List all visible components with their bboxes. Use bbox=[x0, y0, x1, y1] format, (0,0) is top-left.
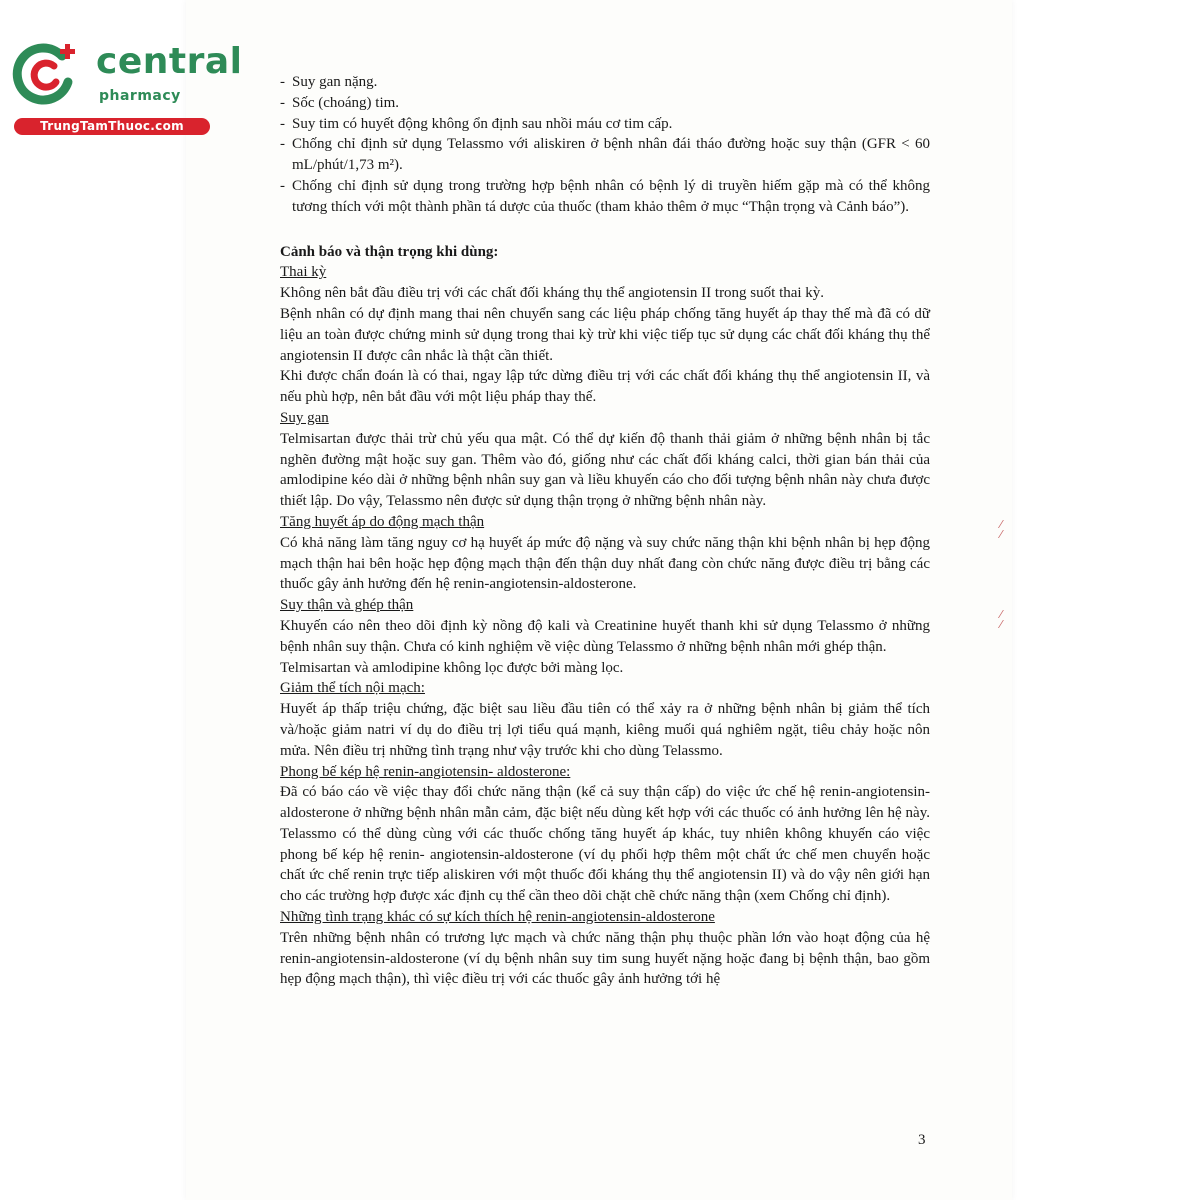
page-number: 3 bbox=[918, 1132, 926, 1148]
brand-name: central bbox=[96, 41, 243, 82]
paragraph: Bệnh nhân có dự định mang thai nên chuyển sang các liệu pháp chống tăng huyết áp thay thế mà đã có dữ liệu an toàn được chứng minh sử dụng trong thai kỳ trừ khi việc tiếp tục sử dụng các chất đối kháng thụ thể angiotensin II được cân nhắc là thật cần thiết. bbox=[280, 305, 930, 364]
section-title-dual-blockade: Phong bế kép hệ renin-angiotensin- aldosterone: bbox=[280, 763, 571, 780]
section-title-renovascular-hypertension: Tăng huyết áp do động mạch thận bbox=[280, 513, 485, 530]
paragraph: Telmisartan và amlodipine không lọc được bởi màng lọc. bbox=[280, 659, 624, 676]
paragraph: Có khả năng làm tăng nguy cơ hạ huyết áp mức độ nặng và suy chức năng thận khi bệnh nhân bị hẹp động mạch thận hai bên hoặc hẹp động mạch thận đến thận duy nhất đang còn chức năng được điều trị bằng các thuốc gây ảnh hưởng đến hệ renin-angiotensin-aldosterone. bbox=[280, 534, 930, 593]
section-title-other-raas-conditions: Những tình trạng khác có sự kích thích hệ renin-angiotensin-aldosterone bbox=[280, 909, 715, 926]
list-item: - Suy gan nặng. bbox=[280, 72, 930, 93]
paragraph: Không nên bắt đầu điều trị với các chất đối kháng thụ thể angiotensin II trong suốt thai kỳ. bbox=[280, 285, 825, 302]
central-pharmacy-logo[interactable] bbox=[10, 36, 243, 136]
paragraph: Khuyến cáo nên theo dõi định kỳ nồng độ kali và Creatinine huyết thanh khi sử dụng Telassmo ở những bệnh nhân suy thận. Chưa có kinh nghiệm về việc dùng Telassmo ở những bệnh nhân mới ghép thận. bbox=[280, 617, 930, 655]
brand-url[interactable]: TrungTamThuoc.com bbox=[14, 118, 210, 135]
paragraph: Đã có báo cáo về việc thay đổi chức năng thận (kể cả suy thận cấp) do việc ức chế hệ renin-angiotensin- aldosterone ở những bệnh nhân mẫn cảm, đặc biệt nếu dùng kết hợp với các thuốc có ảnh hưởng lên hệ này. Telassmo có thể dùng cùng với các thuốc chống tăng huyết áp khác, tuy nhiên không khuyến cáo việc phong bế kép hệ renin- angiotensin-aldosterone (ví dụ phối hợp thêm một chất ức chế men chuyển hoặc chất ức chế renin trực tiếp aliskiren với một thuốc đối kháng thụ thể angiotensin II) và do vậy nên giới hạn cho các trường hợp được xác định cụ thể cần theo dõi chặt chẽ chức năng thận (xem Chống chỉ định). bbox=[280, 784, 930, 905]
warnings-heading: Cảnh báo và thận trọng khi dùng: bbox=[280, 243, 499, 260]
list-item: - Chống chỉ định sử dụng Telassmo với aliskiren ở bệnh nhân đái tháo đường hoặc suy thận (GFR < 60 mL/phút/1,73 m²). bbox=[280, 134, 930, 176]
brand-subtitle: pharmacy bbox=[99, 88, 181, 104]
section-title-pregnancy: Thai kỳ bbox=[280, 264, 327, 281]
paragraph: Trên những bệnh nhân có trương lực mạch và chức năng thận phụ thuộc phần lớn vào hoạt động của hệ renin-angiotensin-aldosterone (ví dụ bệnh nhân suy tim sung huyết nặng hoặc đang bị bệnh thận, bao gồm hẹp động mạch thận), thì việc điều trị với các thuốc gây ảnh hưởng tới hệ bbox=[280, 929, 930, 988]
list-item: - Chống chỉ định sử dụng trong trường hợp bệnh nhân có bệnh lý di truyền hiếm gặp mà có thể không tương thích với một thành phần tá dược của thuốc (tham khảo thêm ở mục “Thận trọng và Cảnh báo”). bbox=[280, 176, 930, 218]
paragraph: Telmisartan được thải trừ chủ yếu qua mật. Có thể dự kiến độ thanh thải giảm ở những bệnh nhân bị tắc nghẽn đường mật hoặc suy gan. Thêm vào đó, giống như các chất đối kháng calci, thời gian bán thải của amlodipine kéo dài ở những bệnh nhân suy gan và liều khuyến cáo cho đối tượng bệnh nhân này chưa được thiết lập. Do vậy, Telassmo nên được sử dụng thận trọng ở những bệnh nhân này. bbox=[280, 430, 930, 510]
margin-stamp-mark: ⁄ ⁄ bbox=[1000, 608, 1002, 631]
paragraph: Khi được chẩn đoán là có thai, ngay lập tức dừng điều trị với các chất đối kháng thụ thể angiotensin II, và nếu phù hợp, nên bắt đầu với một liệu pháp thay thế. bbox=[280, 368, 930, 406]
contraindication-list bbox=[280, 72, 930, 218]
section-title-renal-impairment: Suy thận và ghép thận bbox=[280, 597, 414, 614]
margin-stamp-mark: ⁄ ⁄ bbox=[1000, 518, 1002, 541]
list-item: - Suy tim có huyết động không ổn định sau nhồi máu cơ tim cấp. bbox=[280, 114, 930, 135]
section-title-liver-failure: Suy gan bbox=[280, 409, 329, 426]
pharmacy-logo-icon bbox=[10, 38, 80, 108]
section-title-volume-depletion: Giảm thể tích nội mạch: bbox=[280, 680, 425, 697]
document-content bbox=[280, 72, 930, 990]
list-item: - Sốc (choáng) tim. bbox=[280, 93, 930, 114]
paragraph: Huyết áp thấp triệu chứng, đặc biệt sau liều đầu tiên có thể xảy ra ở những bệnh nhân bị giảm thể tích và/hoặc giảm natri ví dụ do điều trị lợi tiểu quá mạnh, kiêng muối quá nghiêm ngặt, tiêu chảy hoặc nôn mửa. Nên điều trị những tình trạng như vậy trước khi cho dùng Telassmo. bbox=[280, 701, 930, 759]
